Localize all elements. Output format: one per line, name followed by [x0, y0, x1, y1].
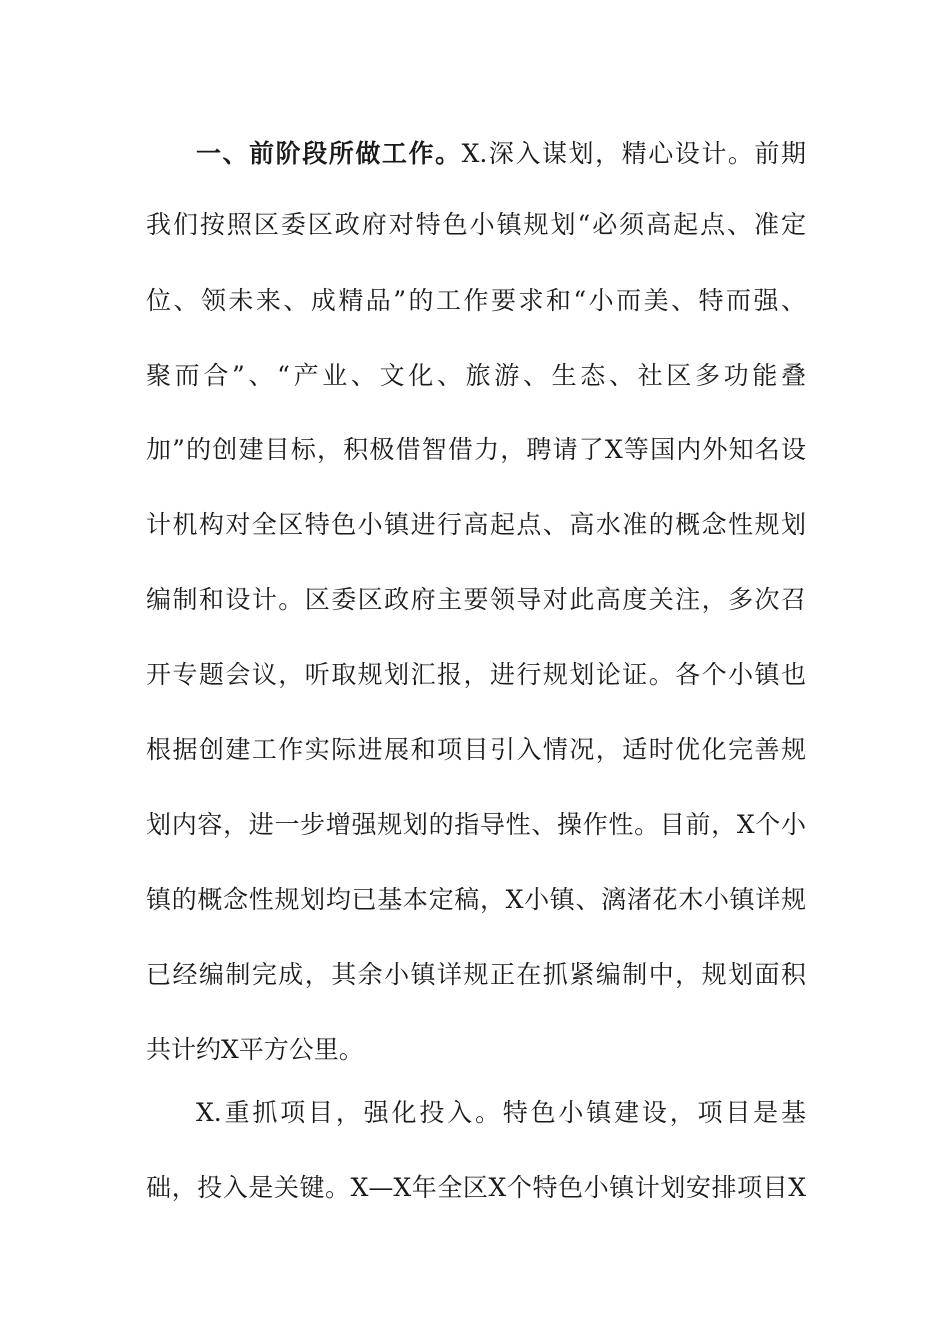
paragraph-1-line-10: 划内容，进一步增强规划的指导性、操作性。目前，X个小: [146, 810, 806, 839]
paragraph-1-line-2: 我们按照区委区政府对特色小镇规划“必须高起点、准定: [146, 210, 806, 239]
paragraph-1-line-1: [196, 134, 806, 174]
paragraph-1-line-3: 位、领未来、成精品”的工作要求和“小而美、特而强、: [146, 286, 806, 315]
paragraph-1-line-12: 已经编制完成，其余小镇详规正在抓紧编制中，规划面积: [146, 960, 806, 989]
paragraph-1-line-9: 根据创建工作实际进展和项目引入情况，适时优化完善规: [146, 735, 806, 764]
paragraph-1-line-1-text: X.深入谋划，精心设计。前期: [461, 139, 806, 168]
paragraph-2-line-1: X.重抓项目，强化投入。特色小镇建设，项目是基: [196, 1098, 806, 1127]
paragraph-1-line-7: 编制和设计。区委区政府主要领导对此高度关注，多次召: [146, 585, 806, 614]
paragraph-1-line-5: 加”的创建目标，积极借智借力，聘请了X等国内外知名设: [146, 435, 806, 464]
paragraph-1-line-6: 计机构对全区特色小镇进行高起点、高水准的概念性规划: [146, 510, 806, 539]
paragraph-1-line-8: 开专题会议，听取规划汇报，进行规划论证。各个小镇也: [146, 660, 806, 689]
paragraph-1-line-4: 聚而合”、“产业、文化、旅游、生态、社区多功能叠: [146, 361, 806, 390]
section-heading: 一、前阶段所做工作。: [196, 139, 462, 168]
paragraph-2-line-2: 础，投入是关键。X—X年全区X个特色小镇计划安排项目X: [146, 1173, 806, 1202]
paragraph-1-line-13: 共计约X平方公里。: [146, 1035, 364, 1064]
paragraph-1-line-11: 镇的概念性规划均已基本定稿，X小镇、漓渚花木小镇详规: [146, 885, 806, 914]
